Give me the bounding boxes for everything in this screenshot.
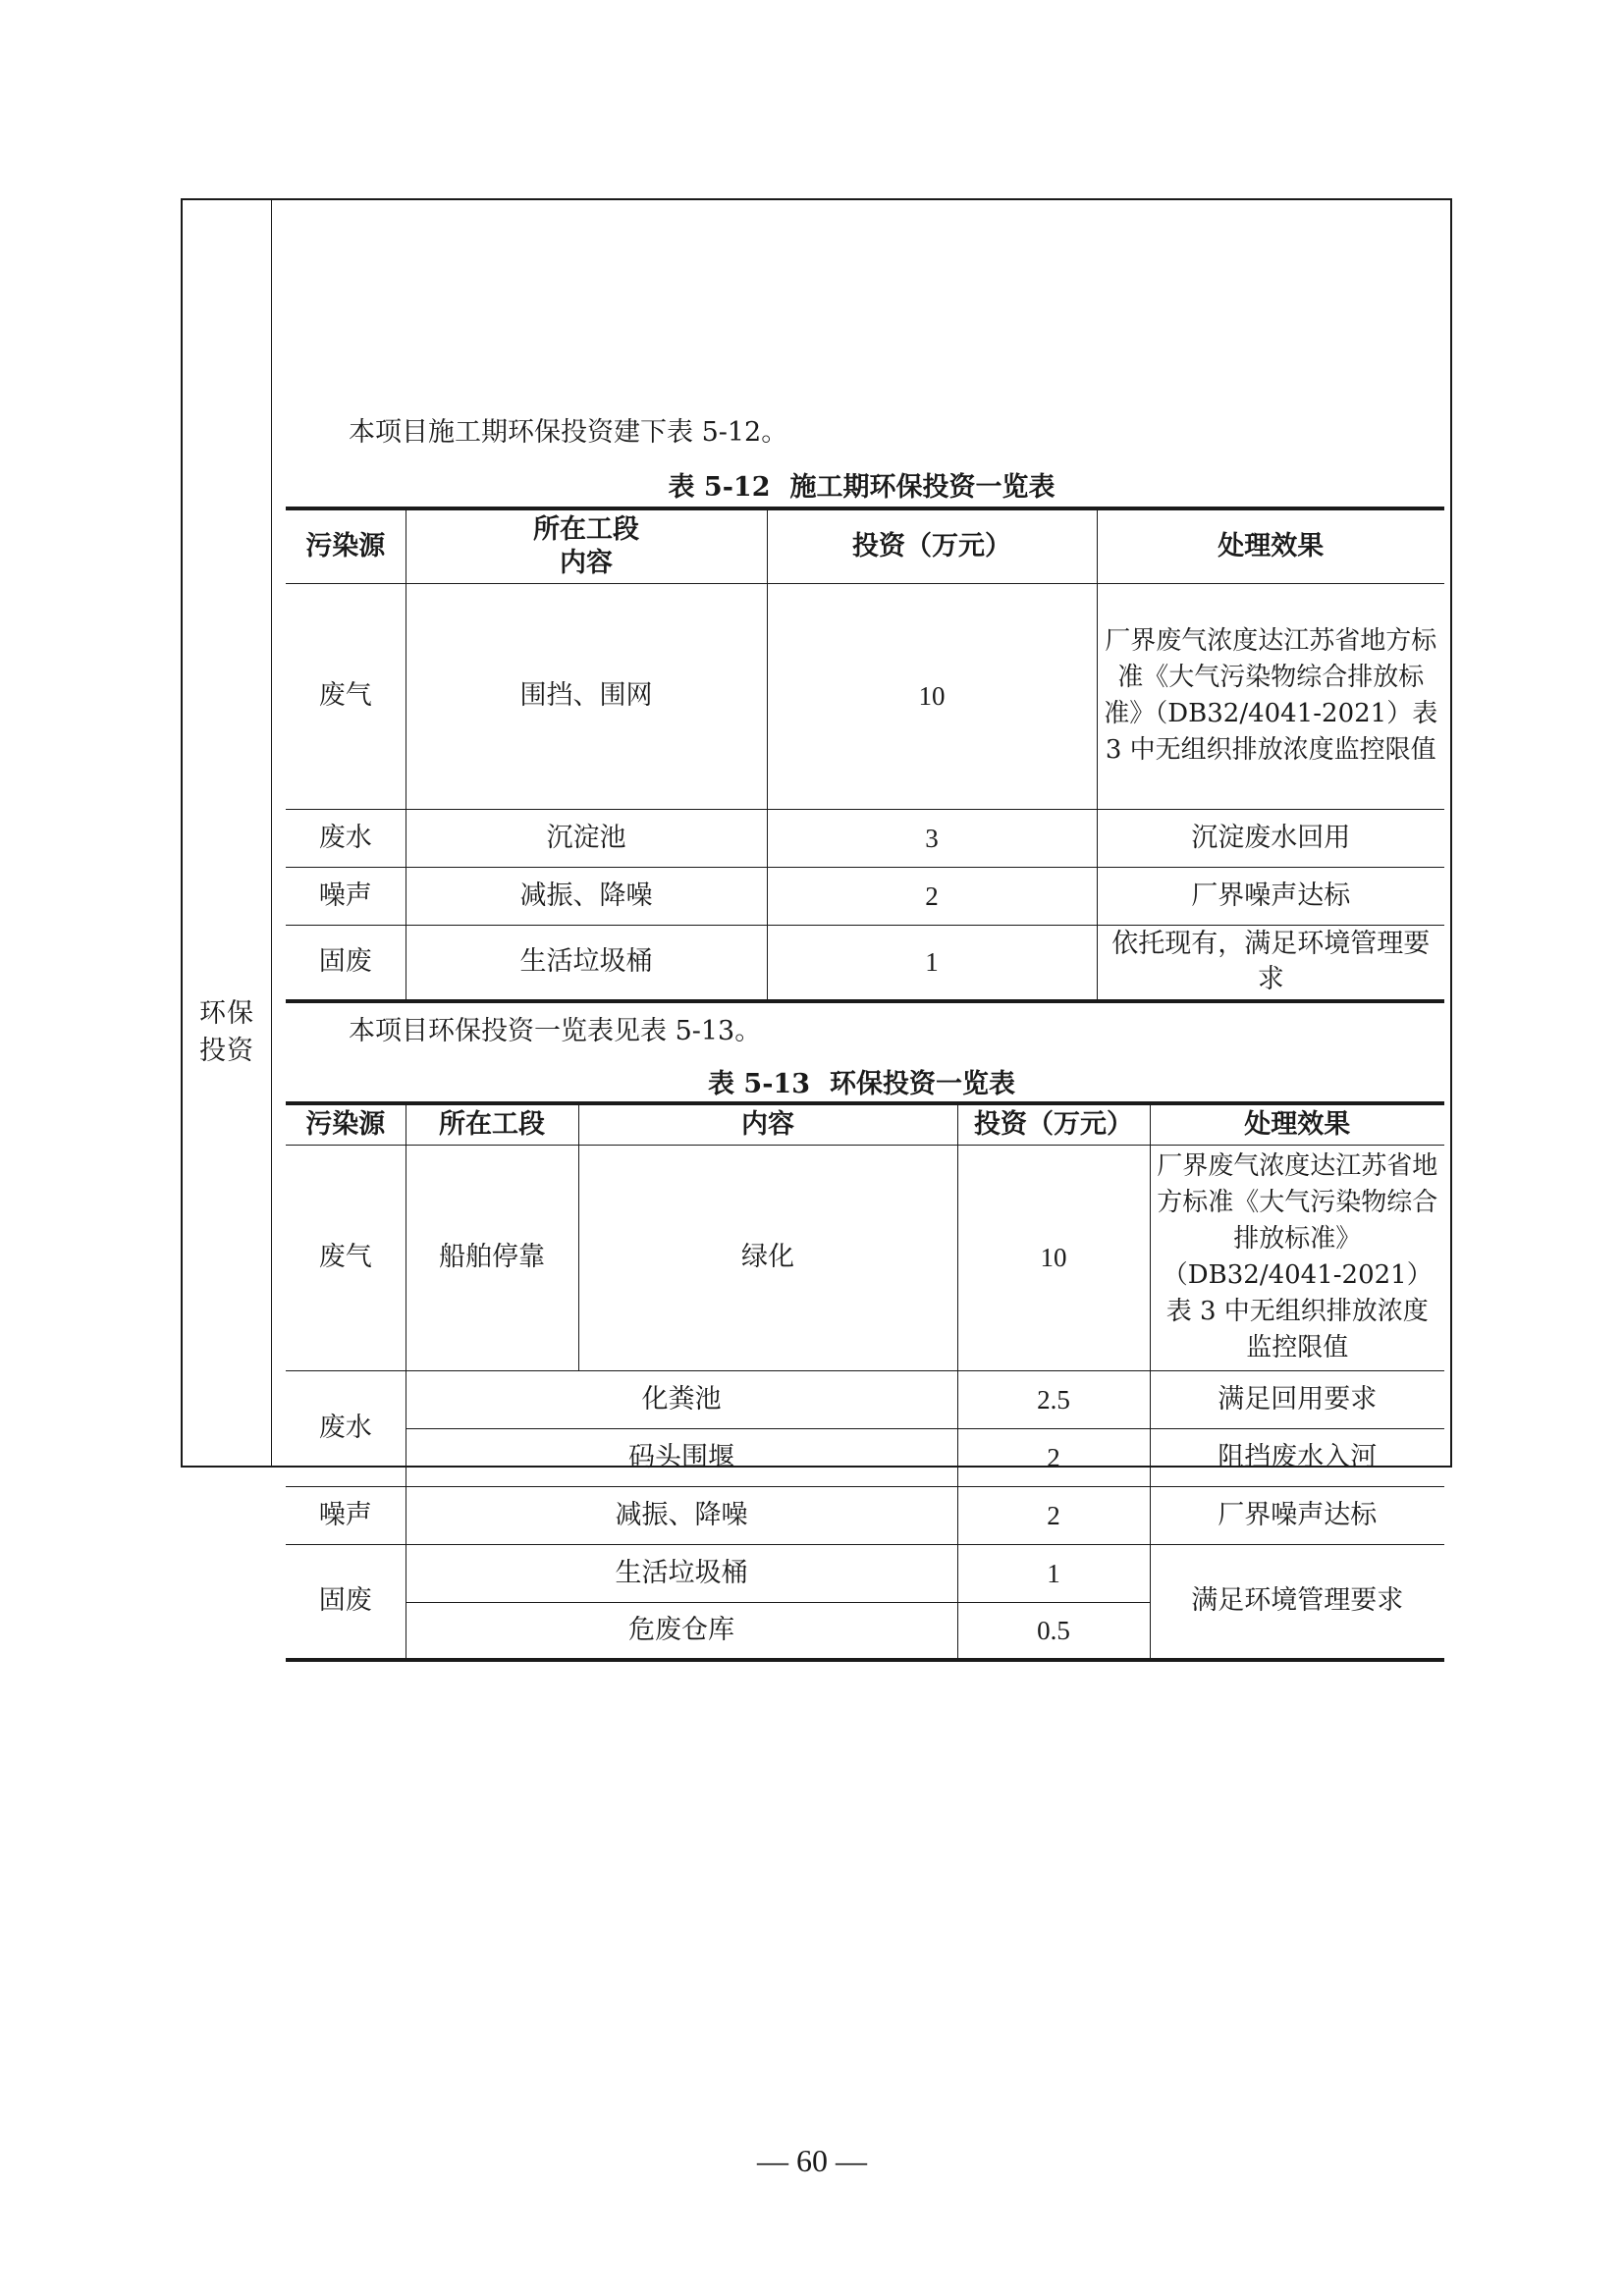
table2-cell: 化粪池 (406, 1370, 957, 1428)
table2-row-solid (286, 1544, 1444, 1602)
table2-row-water (286, 1370, 1444, 1428)
table2-header-cell: 所在工段 (406, 1103, 578, 1145)
table-5-12 (286, 507, 1444, 1003)
table2-cell: 固废 (286, 1544, 406, 1660)
table2-cell: 废水 (286, 1370, 406, 1486)
table2-cell: 10 (957, 1145, 1150, 1370)
table1-cell: 沉淀池 (406, 809, 767, 867)
table2-cell: 绿化 (578, 1145, 957, 1370)
table2-cell: 2.5 (957, 1370, 1150, 1428)
table2-caption-number: 表 5-13 (708, 1069, 810, 1099)
table1-cell: 1 (767, 925, 1097, 1001)
table2-row-water (286, 1428, 1444, 1486)
intro-paragraph-2: 本项目环保投资一览表见表 5-13。 (349, 1016, 762, 1046)
page-number: — 60 — (757, 2143, 867, 2178)
table2-cell: 1 (957, 1544, 1150, 1602)
table1-row (286, 583, 1444, 809)
table2-row-noise (286, 1486, 1444, 1544)
table1-cell: 厂界废气浓度达江苏省地方标准《大气污染物综合排放标准》（DB32/4041-2021）表 3 中无组织排放浓度监控限值 (1097, 583, 1444, 809)
table2-cell: 船舶停靠 (406, 1145, 578, 1370)
table1-cell: 沉淀废水回用 (1097, 809, 1444, 867)
table2-cell: 减振、降噪 (406, 1486, 957, 1544)
table2-row-gas (286, 1145, 1444, 1370)
table1-cell: 依托现有，满足环境管理要求 (1097, 925, 1444, 1001)
table1-cell: 10 (767, 583, 1097, 809)
table2-header-cell: 处理效果 (1150, 1103, 1444, 1145)
table1-header-cell: 所在工段 内容 (406, 508, 767, 583)
table1-header-row (286, 508, 1444, 583)
table-5-13 (286, 1101, 1444, 1662)
table1-cell: 3 (767, 809, 1097, 867)
table1-cell: 固废 (286, 925, 406, 1001)
side-label-line2: 投资 (199, 1036, 254, 1066)
table1-cell: 减振、降噪 (406, 867, 767, 925)
table2-cell: 厂界噪声达标 (1150, 1486, 1444, 1544)
table2-cell: 2 (957, 1428, 1150, 1486)
table2-cell: 噪声 (286, 1486, 406, 1544)
table2-cell: 满足环境管理要求 (1150, 1544, 1444, 1660)
table2-cell: 满足回用要求 (1150, 1370, 1444, 1428)
table1-caption (273, 471, 1450, 505)
table1-caption-number: 表 5-12 (668, 472, 771, 503)
table2-header-row (286, 1103, 1444, 1145)
document-frame (181, 198, 1452, 1645)
table2-cell: 2 (957, 1486, 1150, 1544)
table2-caption-title: 环保投资一览表 (829, 1069, 1015, 1099)
table2-cell: 生活垃圾桶 (406, 1544, 957, 1602)
table1-cell: 围挡、围网 (406, 583, 767, 809)
side-label-line1: 环保 (199, 998, 254, 1029)
table1-header-cell: 处理效果 (1097, 508, 1444, 583)
side-label (183, 995, 271, 1070)
table2-header-cell: 污染源 (286, 1103, 406, 1145)
table1-cell: 废气 (286, 583, 406, 809)
content-area (273, 200, 1450, 1645)
table1-row (286, 809, 1444, 867)
table2-cell: 危废仓库 (406, 1602, 957, 1660)
table1-cell: 噪声 (286, 867, 406, 925)
table2-cell: 阻挡废水入河 (1150, 1428, 1444, 1486)
table1-cell: 2 (767, 867, 1097, 925)
table2-caption (273, 1068, 1450, 1101)
table2-cell: 0.5 (957, 1602, 1150, 1660)
table1-header-cell: 污染源 (286, 508, 406, 583)
table2-cell: 码头围堰 (406, 1428, 957, 1486)
table1-cell: 生活垃圾桶 (406, 925, 767, 1001)
table1-row (286, 867, 1444, 925)
table2-header-cell: 内容 (578, 1103, 957, 1145)
table1-caption-title: 施工期环保投资一览表 (789, 472, 1056, 503)
column-divider (271, 200, 272, 1466)
table2-cell: 厂界废气浓度达江苏省地方标准《大气污染物综合排放标准》（DB32/4041-2021）表 3 中无组织排放浓度监控限值 (1150, 1145, 1444, 1370)
table1-header-cell: 投资（万元） (767, 508, 1097, 583)
table1-cell: 废水 (286, 809, 406, 867)
table2-cell: 废气 (286, 1145, 406, 1370)
table2-header-cell: 投资（万元） (957, 1103, 1150, 1145)
table1-row (286, 925, 1444, 1001)
intro-paragraph-1: 本项目施工期环保投资建下表 5-12。 (349, 417, 788, 448)
table1-cell: 厂界噪声达标 (1097, 867, 1444, 925)
